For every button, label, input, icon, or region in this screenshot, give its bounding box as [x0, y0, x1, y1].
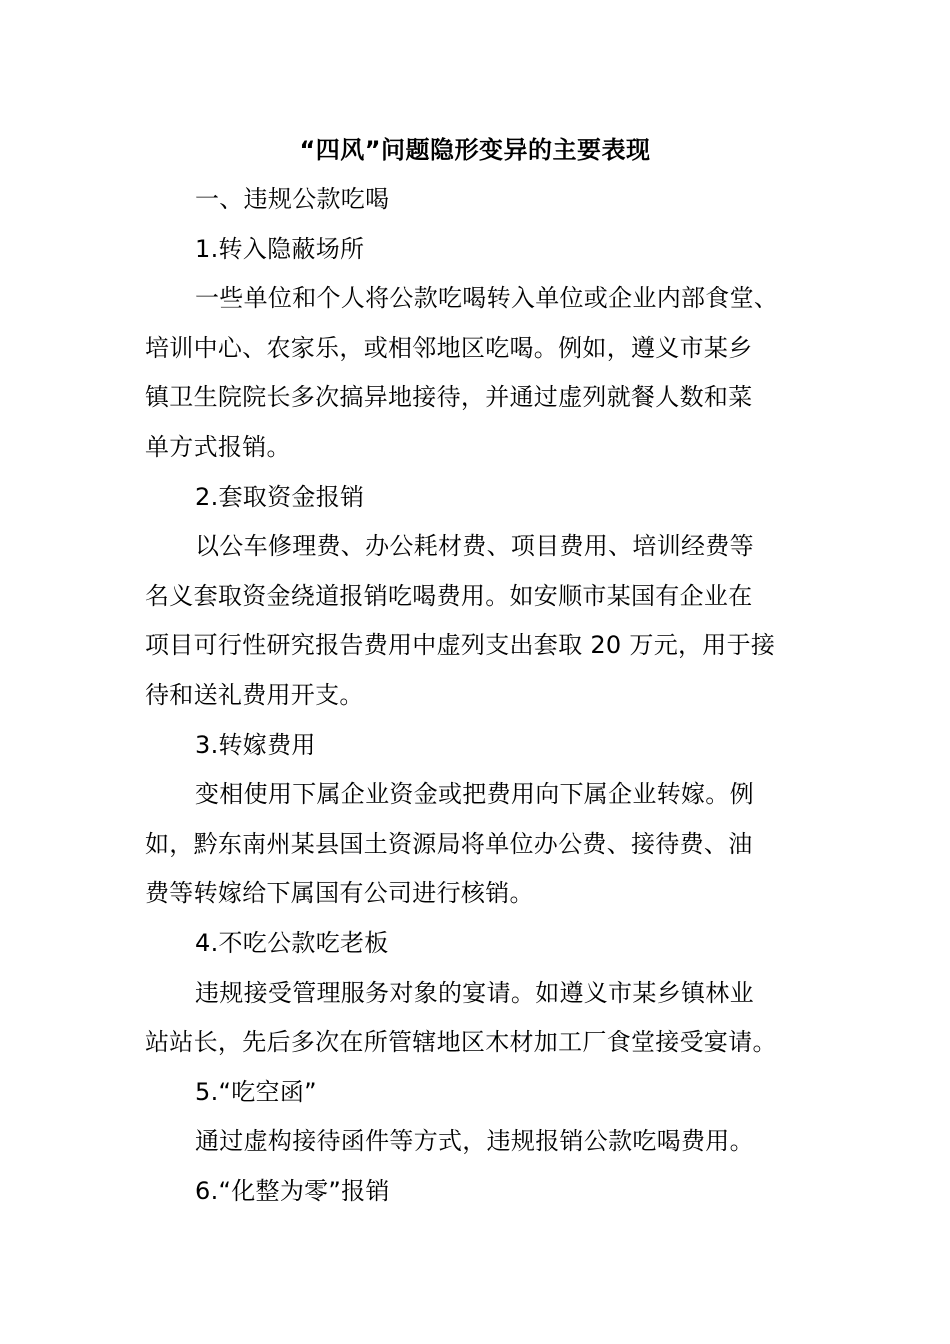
- paragraph-line: 项目可行性研究报告费用中虚列支出套取 20 万元，用于接: [145, 631, 776, 660]
- paragraph-line: 待和送礼费用开支。: [145, 680, 364, 709]
- paragraph-line: 镇卫生院院长多次搞异地接待，并通过虚列就餐人数和菜: [145, 383, 753, 412]
- paragraph-line: 名义套取资金绕道报销吃喝费用。如安顺市某国有企业在: [145, 581, 753, 610]
- section-heading: 一、违规公款吃喝: [195, 185, 390, 213]
- subsection-heading: 2.套取资金报销: [195, 482, 365, 511]
- paragraph-line: 一些单位和个人将公款吃喝转入单位或企业内部食堂、: [195, 284, 779, 313]
- paragraph-line: 违规接受管理服务对象的宴请。如遵义市某乡镇林业: [195, 978, 754, 1007]
- document-body: [145, 175, 815, 1216]
- paragraph-line: 费等转嫁给下属国有公司进行核销。: [145, 879, 534, 908]
- paragraph-line: 站站长，先后多次在所管辖地区木材加工厂食堂接受宴请。: [145, 1028, 777, 1057]
- subsection-heading: 3.转嫁费用: [195, 730, 316, 759]
- subsection-heading: 6.“化整为零”报销: [195, 1176, 390, 1205]
- paragraph-line: 通过虚构接待函件等方式，违规报销公款吃喝费用。: [195, 1127, 754, 1156]
- subsection-heading: 5.“吃空函”: [195, 1077, 317, 1106]
- paragraph-line: 变相使用下属企业资金或把费用向下属企业转嫁。例: [195, 780, 754, 809]
- subsection-heading: 4.不吃公款吃老板: [195, 928, 389, 957]
- paragraph-line: 培训中心、农家乐，或相邻地区吃喝。例如，遵义市某乡: [145, 333, 753, 362]
- paragraph-line: 单方式报销。: [145, 432, 291, 461]
- paragraph-line: 以公车修理费、办公耗材费、项目费用、培训经费等: [195, 532, 754, 561]
- document-title: “四风”问题隐形变异的主要表现: [299, 136, 651, 164]
- paragraph-line: 如，黔东南州某县国土资源局将单位办公费、接待费、油: [145, 829, 753, 858]
- subsection-heading: 1.转入隐蔽场所: [195, 234, 365, 263]
